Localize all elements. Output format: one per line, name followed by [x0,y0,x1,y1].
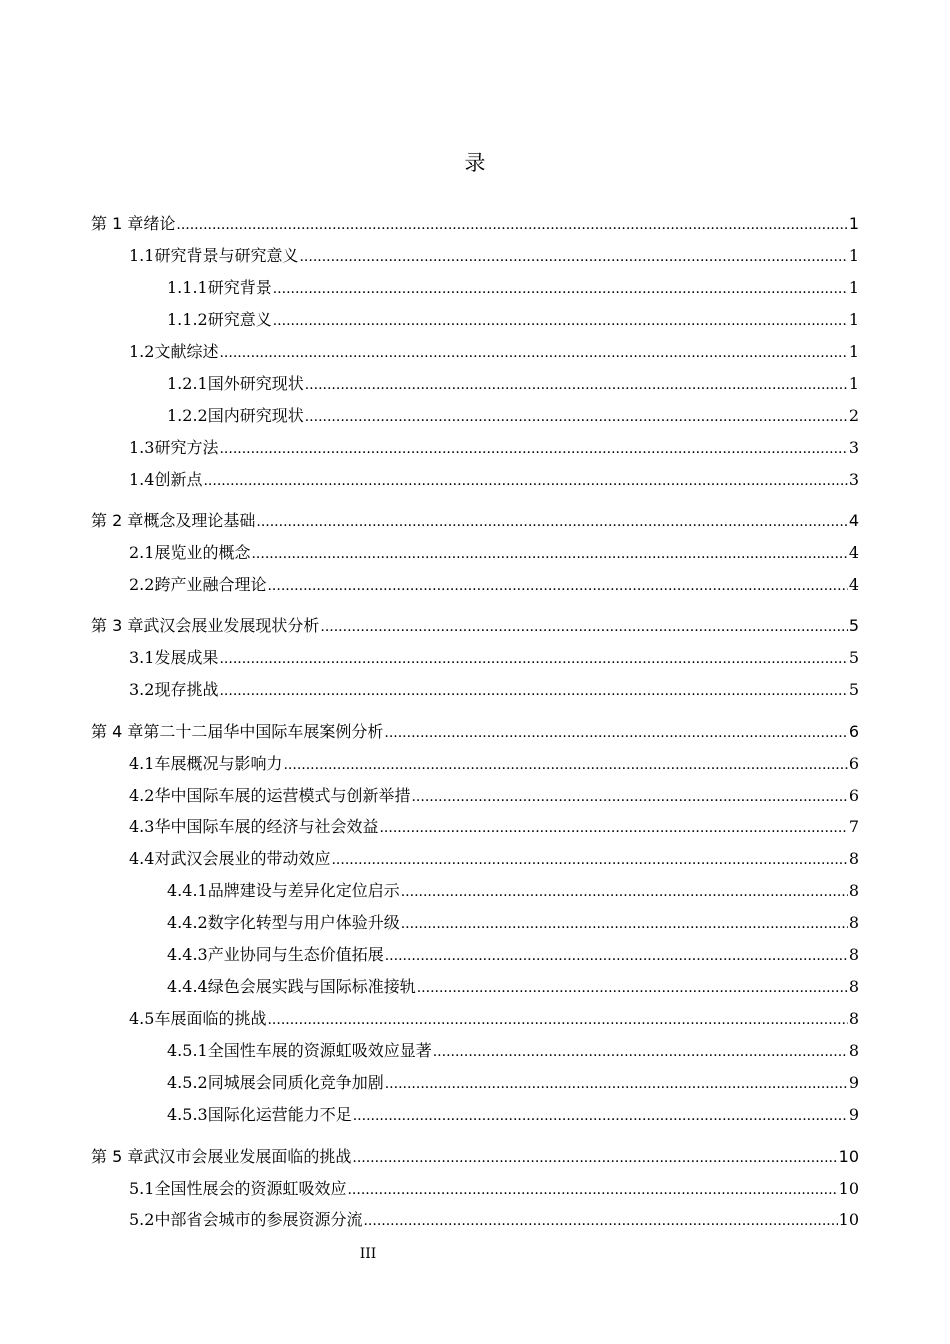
toc-section-entry[interactable] [129,436,859,460]
toc-chapter-entry[interactable] [91,614,859,638]
toc-section-entry[interactable] [167,1039,859,1063]
toc-entry-number: 4.1 [129,754,155,773]
toc-entry-number: 1.2.2 [167,406,208,425]
toc-dot-leader [401,880,848,904]
toc-entry-page: 4 [848,543,859,562]
toc-dot-leader [219,647,847,671]
toc-section-entry[interactable] [167,1071,859,1095]
toc-dot-leader [305,405,848,429]
toc-section-entry[interactable] [167,372,859,396]
toc-dot-leader [305,373,848,397]
toc-entry-title: 发展成果 [154,648,219,667]
toc-section-entry[interactable] [129,340,859,364]
toc-entry-page: 3 [848,470,859,489]
toc-entry-page: 8 [848,945,859,964]
toc-entry-title: 创新点 [154,470,203,489]
toc-dot-leader [256,510,847,534]
toc-dot-leader [219,679,847,703]
toc-entry-title: 国内研究现状 [207,406,304,425]
toc-entry-number: 第 5 章 [91,1147,144,1166]
toc-entry-page: 6 [848,722,859,741]
page-number: III [359,1246,377,1262]
toc-dot-leader [219,437,847,461]
toc-entry-title: 研究方法 [154,438,219,457]
toc-entry-number: 3.1 [129,648,155,667]
toc-dot-leader [273,309,848,333]
toc-entry-page: 8 [848,913,859,932]
toc-section-entry[interactable] [167,911,859,935]
toc-section-entry[interactable] [167,276,859,300]
toc-entry-page: 8 [848,1009,859,1028]
toc-entry-number: 4.5.3 [167,1105,208,1124]
toc-dot-leader [176,213,847,237]
toc-dot-leader [411,785,847,809]
toc-entry-title: 全国性车展的资源虹吸效应显著 [207,1041,432,1060]
toc-chapter-entry[interactable] [91,1145,859,1169]
toc-entry-title: 绿色会展实践与国际标准接轨 [207,977,416,996]
toc-entry-page: 4 [848,511,859,530]
toc-entry-number: 4.5.2 [167,1073,208,1092]
toc-entry-title: 华中国际车展的运营模式与创新举措 [154,786,411,805]
toc-title: 录 [464,151,486,175]
toc-entry-number: 1.1 [129,246,155,265]
toc-section-entry[interactable] [167,308,859,332]
toc-dot-leader [385,1072,848,1096]
toc-entry-number: 3.2 [129,680,155,699]
toc-section-entry[interactable] [129,678,859,702]
toc-entry-page: 4 [848,575,859,594]
toc-entry-page: 1 [848,374,859,393]
toc-entry-title: 国际化运营能力不足 [207,1105,352,1124]
toc-dot-leader [331,848,847,872]
toc-dot-leader [219,341,847,365]
toc-entry-title: 展览业的概念 [154,543,251,562]
toc-entry-page: 8 [848,881,859,900]
toc-dot-leader [267,574,847,598]
toc-section-entry[interactable] [167,404,859,428]
toc-entry-number: 2.2 [129,575,155,594]
toc-entry-title: 车展面临的挑战 [154,1009,267,1028]
toc-entry-page: 1 [848,342,859,361]
toc-entry-title: 同城展会同质化竞争加剧 [207,1073,384,1092]
toc-entry-number: 第 1 章 [91,214,144,233]
toc-entry-number: 1.2.1 [167,374,208,393]
toc-dot-leader [299,245,847,269]
toc-entry-page: 9 [848,1073,859,1092]
toc-entry-title: 车展概况与影响力 [154,754,283,773]
toc-entry-title: 现存挑战 [154,680,219,699]
toc-entry-page: 3 [848,438,859,457]
toc-entry-number: 1.2 [129,342,155,361]
toc-dot-leader [352,1146,837,1170]
toc-section-entry[interactable] [129,541,859,565]
toc-entry-title: 第二十二届华中国际车展案例分析 [143,722,384,741]
toc-section-entry[interactable] [167,1103,859,1127]
toc-entry-title: 跨产业融合理论 [154,575,267,594]
toc-entry-title: 数字化转型与用户体验升级 [207,913,400,932]
toc-entry-title: 研究背景与研究意义 [154,246,299,265]
toc-entry-page: 8 [848,849,859,868]
toc-entry-number: 4.4.4 [167,977,208,996]
toc-dot-leader [363,1209,837,1233]
toc-chapter-entry[interactable] [91,509,859,533]
toc-entry-page: 8 [848,1041,859,1060]
toc-dot-leader [267,1008,847,1032]
toc-entry-page: 6 [848,786,859,805]
toc-entry-number: 4.4.3 [167,945,208,964]
toc-entry-title: 中部省会城市的参展资源分流 [154,1210,363,1229]
toc-dot-leader [251,542,847,566]
toc-entry-number: 4.4 [129,849,155,868]
toc-entry-number: 4.5.1 [167,1041,208,1060]
toc-dot-leader [347,1178,837,1202]
toc-entry-number: 4.4.1 [167,881,208,900]
toc-entry-page: 1 [848,278,859,297]
toc-entry-title: 武汉会展业发展现状分析 [143,616,320,635]
toc-entry-page: 7 [848,817,859,836]
toc-entry-page: 1 [848,310,859,329]
toc-entry-title: 文献综述 [154,342,219,361]
toc-entry-page: 10 [838,1179,859,1198]
toc-section-entry[interactable] [129,244,859,268]
toc-entry-page: 5 [848,680,859,699]
toc-entry-page: 10 [838,1210,859,1229]
toc-section-entry[interactable] [167,975,859,999]
toc-dot-leader [379,816,847,840]
toc-entry-title: 概念及理论基础 [143,511,256,530]
toc-entry-number: 1.4 [129,470,155,489]
toc-entry-title: 研究背景 [207,278,272,297]
toc-section-entry[interactable] [129,1208,859,1232]
toc-chapter-entry[interactable] [91,212,859,236]
toc-entry-number: 5.2 [129,1210,155,1229]
toc-section-entry[interactable] [167,879,859,903]
toc-chapter-entry[interactable] [91,720,859,744]
toc-dot-leader [385,944,848,968]
toc-dot-leader [320,615,847,639]
toc-section-entry[interactable] [129,784,859,808]
toc-entry-title: 武汉市会展业发展面临的挑战 [143,1147,352,1166]
toc-section-entry[interactable] [129,468,859,492]
toc-dot-leader [273,277,848,301]
toc-dot-leader [353,1104,848,1128]
toc-entry-title: 研究意义 [207,310,272,329]
toc-dot-leader [384,721,847,745]
toc-entry-page: 6 [848,754,859,773]
toc-entry-number: 第 3 章 [91,616,144,635]
toc-entry-number: 2.1 [129,543,155,562]
toc-entry-title: 产业协同与生态价值拓展 [207,945,384,964]
toc-entry-number: 1.1.2 [167,310,208,329]
toc-section-entry[interactable] [129,815,859,839]
toc-section-entry[interactable] [129,1007,859,1031]
toc-entry-title: 全国性展会的资源虹吸效应 [154,1179,347,1198]
toc-section-entry[interactable] [129,646,859,670]
toc-entry-number: 第 4 章 [91,722,144,741]
toc-entry-number: 4.5 [129,1009,155,1028]
toc-entry-number: 1.1.1 [167,278,208,297]
toc-entry-number: 4.4.2 [167,913,208,932]
toc-entry-page: 1 [848,214,859,233]
toc-entry-number: 4.2 [129,786,155,805]
toc-entry-page: 5 [848,616,859,635]
toc-section-entry[interactable] [129,752,859,776]
toc-dot-leader [203,469,847,493]
toc-entry-title: 绪论 [143,214,176,233]
toc-entry-page: 9 [848,1105,859,1124]
toc-section-entry[interactable] [167,943,859,967]
toc-entry-title: 国外研究现状 [207,374,304,393]
toc-entry-page: 5 [848,648,859,667]
toc-entry-title: 品牌建设与差异化定位启示 [207,881,400,900]
toc-section-entry[interactable] [129,573,859,597]
toc-entry-number: 4.3 [129,817,155,836]
toc-entry-number: 5.1 [129,1179,155,1198]
toc-dot-leader [283,753,847,777]
toc-entry-title: 华中国际车展的经济与社会效益 [154,817,379,836]
toc-entry-number: 第 2 章 [91,511,144,530]
toc-dot-leader [433,1040,848,1064]
toc-entry-page: 1 [848,246,859,265]
toc-dot-leader [401,912,848,936]
toc-section-entry[interactable] [129,1177,859,1201]
toc-section-entry[interactable] [129,847,859,871]
toc-entry-page: 8 [848,977,859,996]
toc-dot-leader [417,976,848,1000]
toc-entry-page: 2 [848,406,859,425]
toc-entry-page: 10 [838,1147,859,1166]
toc-entry-number: 1.3 [129,438,155,457]
toc-entry-title: 对武汉会展业的带动效应 [154,849,331,868]
